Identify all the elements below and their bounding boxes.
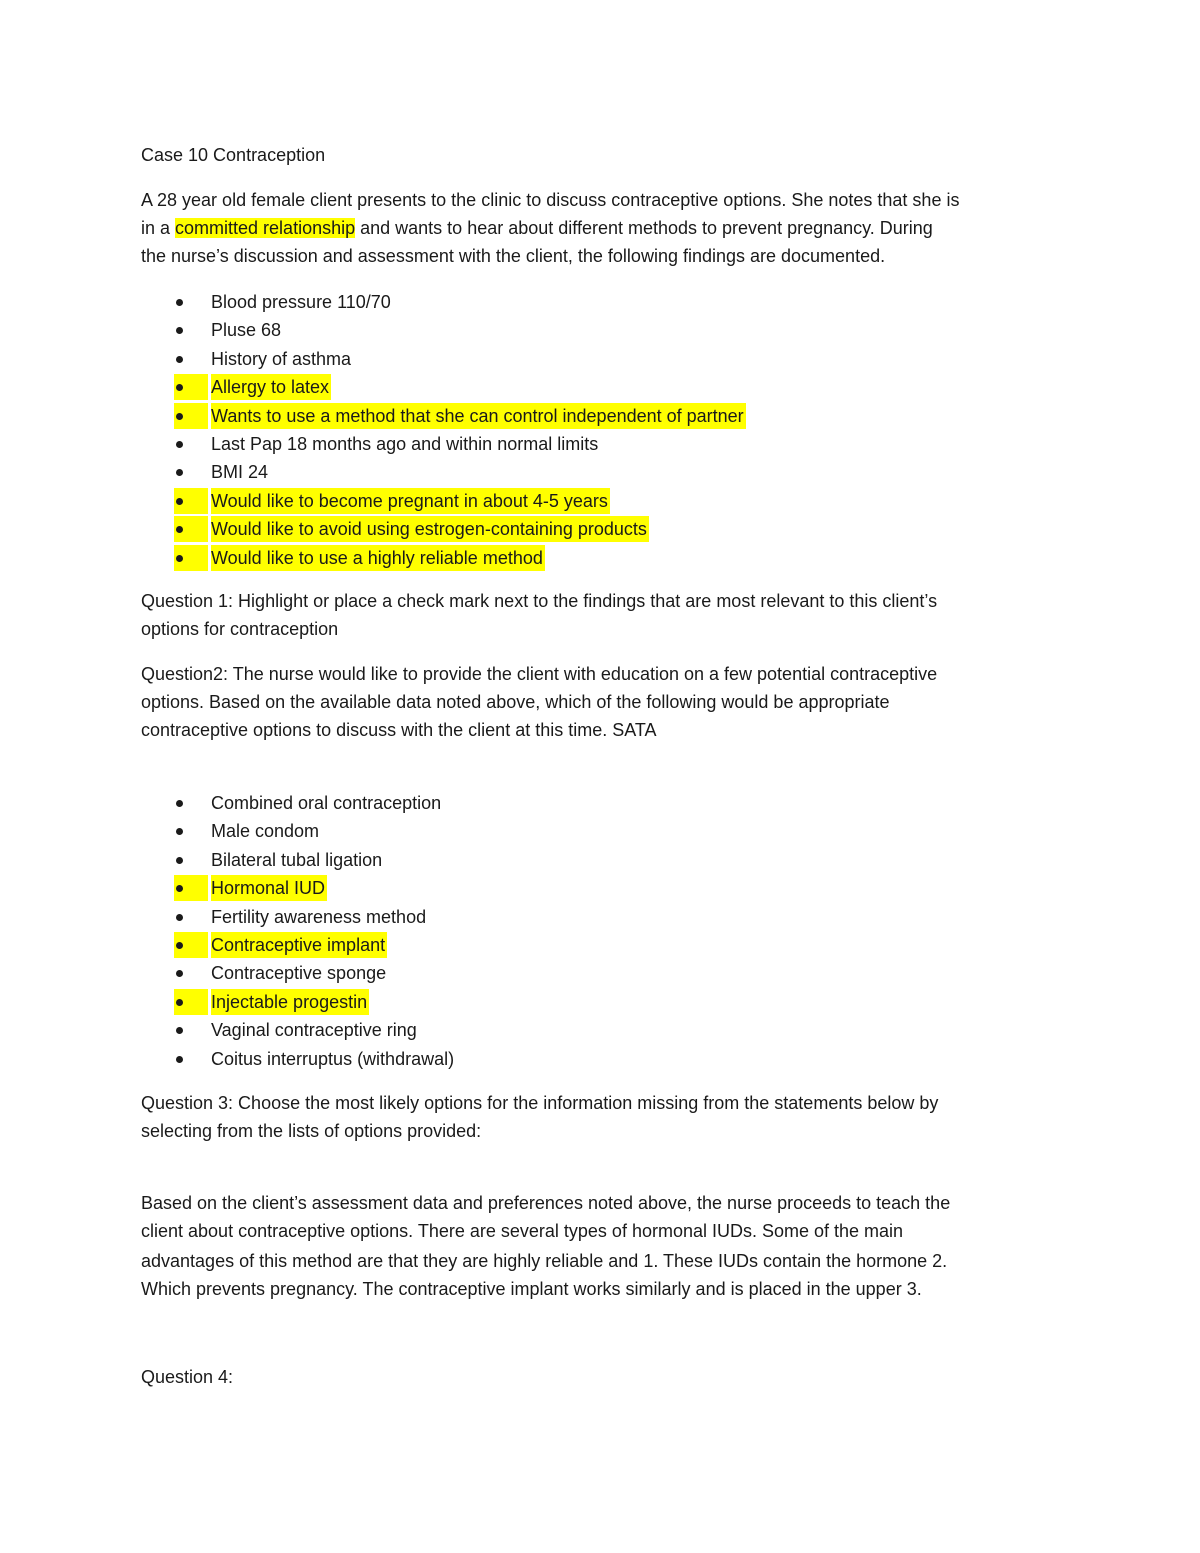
bullet-icon	[174, 932, 208, 958]
bullet-icon	[174, 488, 208, 514]
finding-text: Pluse 68	[211, 320, 282, 341]
bullet-icon	[174, 989, 208, 1015]
paragraph-3-line-2: client about contraceptive options. There are several types of hormonal IUDs. Some of the main	[141, 1221, 904, 1241]
bullet-icon	[174, 374, 208, 400]
finding-text: Last Pap 18 months ago and within normal limits	[211, 434, 599, 454]
option-text: Coitus interruptus (withdrawal)	[211, 1048, 455, 1069]
option-text: Bilateral tubal ligation	[211, 849, 383, 870]
finding-text: Would like to avoid using estrogen-containing products	[211, 516, 649, 542]
option-text: Fertility awareness method	[211, 906, 427, 927]
bullet-icon	[174, 904, 208, 930]
question-3-line-2: selecting from the lists of options provided:	[141, 1121, 482, 1141]
option-text: Vaginal contraceptive ring	[211, 1020, 417, 1041]
bullet-icon	[174, 403, 208, 429]
paragraph-3-line-4: Which prevents pregnancy. The contraceptive implant works similarly and is placed in the upper 3.	[141, 1279, 922, 1299]
option-text: Male condom	[211, 821, 320, 842]
intro-line-3: the nurse’s discussion and assessment with the client, the following findings are documented.	[141, 246, 886, 266]
finding-text: History of asthma	[211, 348, 352, 369]
question-2-line-2: options. Based on the available data noted above, which of the following would be appropriate	[141, 692, 890, 712]
question-2-line-3: contraceptive options to discuss with the client at this time. SATA	[141, 720, 657, 740]
option-text: Contraceptive implant	[211, 932, 387, 958]
bullet-icon	[174, 790, 208, 816]
bullet-icon	[174, 516, 208, 542]
bullet-icon	[174, 875, 208, 901]
finding-text: Blood pressure 110/70	[211, 292, 391, 312]
question-4-label: Question 4:	[141, 1367, 234, 1387]
option-text: Hormonal IUD	[211, 875, 327, 901]
question-1-line-2: options for contraception	[141, 619, 339, 639]
finding-text: Wants to use a method that she can control independent of partner	[211, 403, 746, 429]
question-3-line-1: Question 3: Choose the most likely options for the information missing from the statements below by	[141, 1093, 939, 1113]
intro-line-1: A 28 year old female client presents to the clinic to discuss contraceptive options. She notes that she is	[141, 190, 960, 210]
intro-line-2	[141, 216, 933, 240]
option-text: Combined oral contraception	[211, 793, 442, 813]
bullet-icon	[174, 545, 208, 571]
finding-text: Allergy to latex	[211, 374, 331, 400]
bullet-icon	[174, 346, 208, 372]
question-1-line-1: Question 1: Highlight or place a check mark next to the findings that are most relevant to this client’s	[141, 591, 938, 611]
bullet-icon	[174, 818, 208, 844]
bullet-icon	[174, 431, 208, 457]
intro-line-2-before: in a	[141, 218, 176, 238]
option-text: Injectable progestin	[211, 989, 369, 1015]
paragraph-3-line-1: Based on the client’s assessment data and preferences noted above, the nurse proceeds to teach the	[141, 1193, 951, 1213]
bullet-icon	[174, 1017, 208, 1043]
finding-text: Would like to become pregnant in about 4-5 years	[211, 488, 610, 514]
finding-text: BMI 24	[211, 462, 269, 483]
finding-text: Would like to use a highly reliable method	[211, 545, 545, 571]
paragraph-3-line-3: advantages of this method are that they are highly reliable and 1. These IUDs contain the hormone 2.	[141, 1251, 948, 1271]
case-title: Case 10 Contraception	[141, 145, 326, 165]
bullet-icon	[174, 960, 208, 986]
bullet-icon	[174, 1046, 208, 1072]
bullet-icon	[174, 459, 208, 485]
bullet-icon	[174, 847, 208, 873]
bullet-icon	[174, 317, 208, 343]
intro-line-2-after: and wants to hear about different methods to prevent pregnancy. During	[355, 218, 933, 238]
bullet-icon	[174, 289, 208, 315]
option-text: Contraceptive sponge	[211, 963, 387, 984]
question-2-line-1: Question2: The nurse would like to provide the client with education on a few potential contraceptive	[141, 664, 938, 684]
highlight-committed-relationship: committed relationship	[175, 218, 356, 238]
